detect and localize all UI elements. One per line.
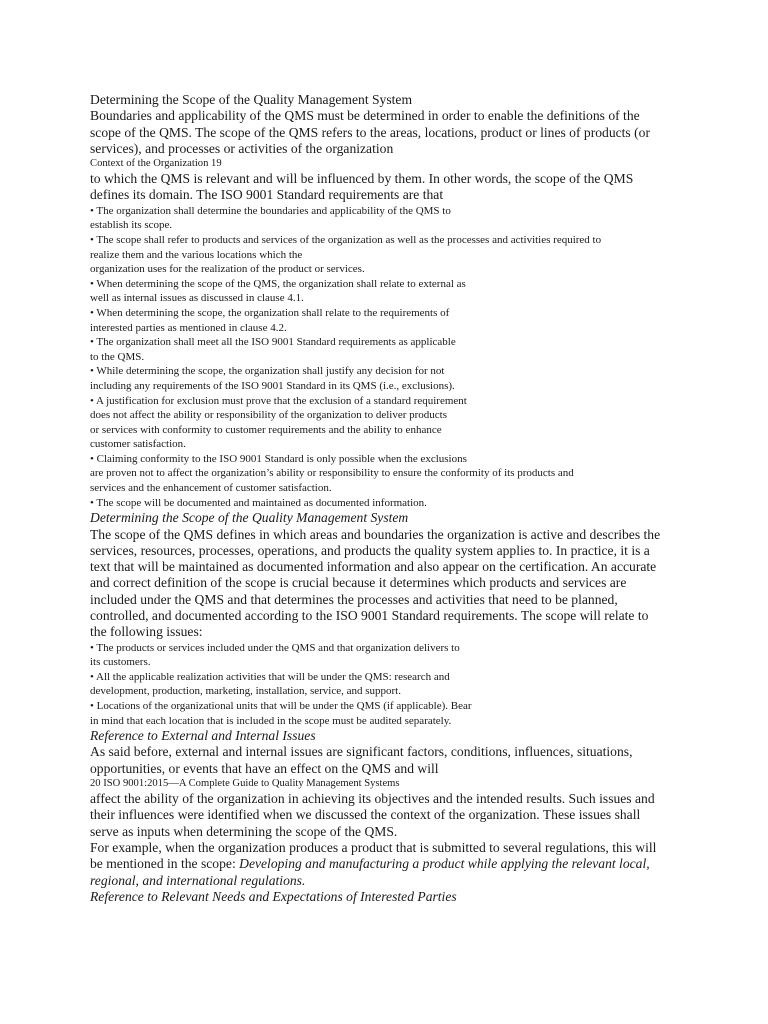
text-line: regional, and international regulations. [90,872,306,888]
text-line: • The organization shall meet all the ISO 9001 Standard requirements as applicable [90,336,456,349]
text-line: services), and processes or activities of the organization [90,140,394,156]
text-line: 20 ISO 9001:2015—A Complete Guide to Quality Management Systems [90,778,400,790]
text-line: • Claiming conformity to the ISO 9001 Standard is only possible when the exclusions [90,452,467,465]
text-line: are proven not to affect the organization’s ability or responsibility to ensure the conformity of its products and [90,467,574,480]
text-line: to which the QMS is relevant and will be influenced by them. In other words, the scope of the QMS [90,171,634,187]
text-line: • When determining the scope, the organization shall relate to the requirements of [90,306,450,319]
text-line: • The products or services included under the QMS and that organization delivers to [90,641,460,654]
text-line: realize them and the various locations which the [90,248,303,261]
text-line: Determining the Scope of the Quality Management System [90,510,409,526]
text-line: defines its domain. The ISO 9001 Standard requirements are that [90,187,444,203]
text-line: Context of the Organization 19 [90,158,222,170]
text-line: • While determining the scope, the organization shall justify any decision for not [90,365,445,378]
text-line: • All the applicable realization activities that will be under the QMS: research and [90,670,450,683]
document-text-tail [90,873,690,906]
text-line: services and the enhancement of customer satisfaction. [90,482,332,495]
text-line-prefix: be mentioned in the scope: [90,856,240,872]
text-line: controlled, and documented according to the ISO 9001 Standard requirements. The scope will relate to [90,608,649,624]
text-line: development, production, marketing, installation, service, and support. [90,685,401,698]
text-line: serve as inputs when determining the scope of the QMS. [90,823,398,839]
text-line: establish its scope. [90,219,173,232]
text-line: customer satisfaction. [90,438,186,451]
text-line: Boundaries and applicability of the QMS must be determined in order to enable the definitions of the [90,108,640,124]
text-line-mixed [90,856,690,872]
text-line: does not affect the ability or responsibility of the organization to deliver products [90,409,448,422]
text-line: and correct definition of the scope is crucial because it determines which products and services are [90,575,627,591]
text-line: in mind that each location that is included in the scope must be audited separately. [90,714,452,727]
text-line: organization uses for the realization of the product or services. [90,263,365,276]
document-text [90,92,690,856]
text-line: affect the ability of the organization in achieving its objectives and the intended results. Such issues and [90,791,655,807]
document-page [90,92,690,905]
text-line: As said before, external and internal issues are significant factors, conditions, influences, situations, [90,744,633,760]
text-line: The scope of the QMS defines in which areas and boundaries the organization is active and describes the [90,526,661,542]
text-line: • Locations of the organizational units that will be under the QMS (if applicable). Bear [90,700,472,712]
text-line: Reference to Relevant Needs and Expectations of Interested Parties [90,888,457,904]
text-line: opportunities, or events that have an effect on the QMS and will [90,760,439,776]
text-line: • A justification for exclusion must prove that the exclusion of a standard requirement [90,394,467,407]
text-line: included under the QMS and that determines the processes and activities that need to be planned, [90,591,618,607]
text-line: • The scope shall refer to products and services of the organization as well as the processes and activities required to [90,233,602,246]
text-line: Reference to External and Internal Issues [90,728,316,744]
text-line: services, resources, processes, operations, and products the quality system applies to. In practice, it is a [90,542,650,558]
text-line-emphasis: Developing and manufacturing a product while applying the relevant local, [239,856,650,872]
text-line: For example, when the organization produces a product that is submitted to several regulations, this will [90,839,657,855]
text-line: • The organization shall determine the boundaries and applicability of the QMS to [90,204,451,217]
text-line: its customers. [90,656,151,669]
text-line: text that will be maintained as documented information and also appear on the certification. An accurate [90,559,657,575]
text-line: including any requirements of the ISO 9001 Standard in its QMS (i.e., exclusions). [90,379,455,392]
text-line: interested parties as mentioned in clause 4.2. [90,321,287,334]
text-line: Determining the Scope of the Quality Management System [90,92,413,107]
text-line: or services with conformity to customer requirements and the ability to enhance [90,423,442,436]
text-line: scope of the QMS. The scope of the QMS refers to the areas, locations, product or lines of products (or [90,124,650,140]
text-line: the following issues: [90,624,203,640]
text-line: • When determining the scope of the QMS, the organization shall relate to external as [90,277,466,290]
text-line: • The scope will be documented and maintained as documented information. [90,496,427,509]
text-line: well as internal issues as discussed in clause 4.1. [90,292,304,305]
text-line: to the QMS. [90,350,145,363]
text-line: their influences were identified when we discussed the context of the organization. These issues shall [90,807,641,823]
